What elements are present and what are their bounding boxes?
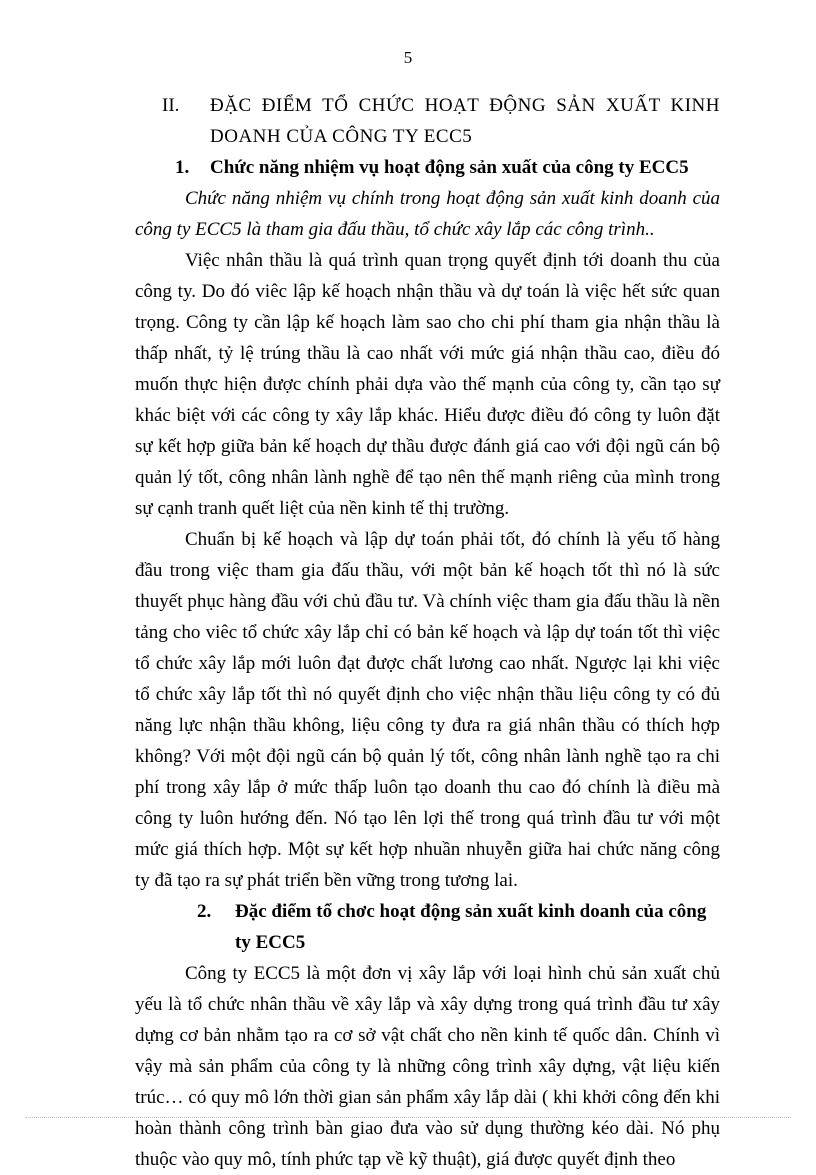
section-heading [135, 90, 720, 152]
section-number: II. [162, 95, 180, 116]
paragraph: Việc nhân thầu là quá trình quan trọng quyết định tới doanh thu của công ty. Do đó viêc lập kế hoạch nhận thầu và dự toán là việc hết sức quan trọng. Công ty cần lập kế hoạch làm sao cho chi phí tham gia nhận thầu là thấp nhất, tỷ lệ trúng thầu là cao nhất với mức giá nhận thầu cao, điều đó muốn thực hiện được chính phải dựa vào thế mạnh của công ty, cần tạo sự khác biệt với các công ty xây lắp khác. Hiểu được điều đó công ty luôn đặt sự kết hợp giữa bản kế hoạch dự thầu được đánh giá cao với đội ngũ cán bộ quản lý tốt, công nhân lành nghề để tạo nên thế mạnh riêng của mình trong sự cạnh tranh quết liệt của nền kinh tế thị trường. [135, 250, 720, 519]
subsection-title: Chức năng nhiệm vụ hoạt động sản xuất của công ty ECC5 [210, 157, 689, 178]
subsection-heading-2 [135, 896, 720, 958]
page-number: 5 [403, 48, 413, 67]
section-title: ĐẶC ĐIỂM TỔ CHỨC HOẠT ĐỘNG SẢN XUẤT KINH DOANH CỦA CÔNG TY ECC5 [210, 95, 720, 147]
paragraph: Chức năng nhiệm vụ chính trong hoạt động sản xuất kinh doanh của công ty ECC5 là tham gia đấu thầu, tổ chức xây lắp các công trình.. [135, 188, 720, 240]
subsection-heading-1 [135, 152, 720, 183]
paragraph: Chuẩn bị kế hoạch và lập dự toán phải tốt, đó chính là yếu tố hàng đầu trong việc tham gia đấu thầu, với một bản kế hoạch tốt thì nó là sức thuyết phục hàng đầu với chủ đầu tư. Và chính việc tham gia đấu thầu là nền tảng cho viêc tổ chức xây lắp chỉ có bản kế hoạch và lập dự toán tốt thì việc tổ chức xây lắp mới luôn đạt được chất lương cao nhất. Ngược lại khi việc tổ chức xây lắp tốt thì nó quyết định cho việc nhận thầu liệu công ty có đủ năng lực nhận thầu không, liệu công ty đưa ra giá nhân thầu có thích hợp không? Với một đội ngũ cán bộ quản lý tốt, công nhân lành nghề tạo ra chi phí trong xây lắp ở mức thấp luôn tạo doanh thu cao đó chính là điều mà công ty luôn hướng đến. Nó tạo lên lợi thế trong quá trình đầu tư với một mức giá thích hợp. Một sự kết hợp nhuần nhuyễn giữa hai chức năng công ty đã tạo ra sự phát triển bền vững trong tương lai. [135, 529, 720, 891]
paragraph: Công ty ECC5 là một đơn vị xây lắp với loại hình chủ sản xuất chủ yếu là tổ chức nhân thầu về xây lắp và xây dựng trong quá trình đầu tư xây dựng cơ bản nhằm tạo ra cơ sở vật chất cho nền kinh tế quốc dân. Chính vì vậy mà sản phẩm của công ty là những công trình xây dựng, vật liệu kiến trúc… có quy mô lớn thời gian sản phẩm xây lắp dài ( khi khởi công đến khi hoàn thành công trình bàn giao đưa vào sử dụng thường kéo dài. Nó phụ thuộc vào quy mô, tính phức tạp về kỹ thuật), giá được quyết định theo [135, 963, 720, 1170]
subsection-title: Đặc điểm tổ chơc hoạt động sản xuất kinh doanh của công ty ECC5 [235, 901, 707, 953]
subsection-number: 1. [175, 157, 190, 178]
document-body [135, 90, 720, 1175]
page-bottom-divider [25, 1117, 791, 1118]
subsection-number: 2. [197, 901, 212, 922]
